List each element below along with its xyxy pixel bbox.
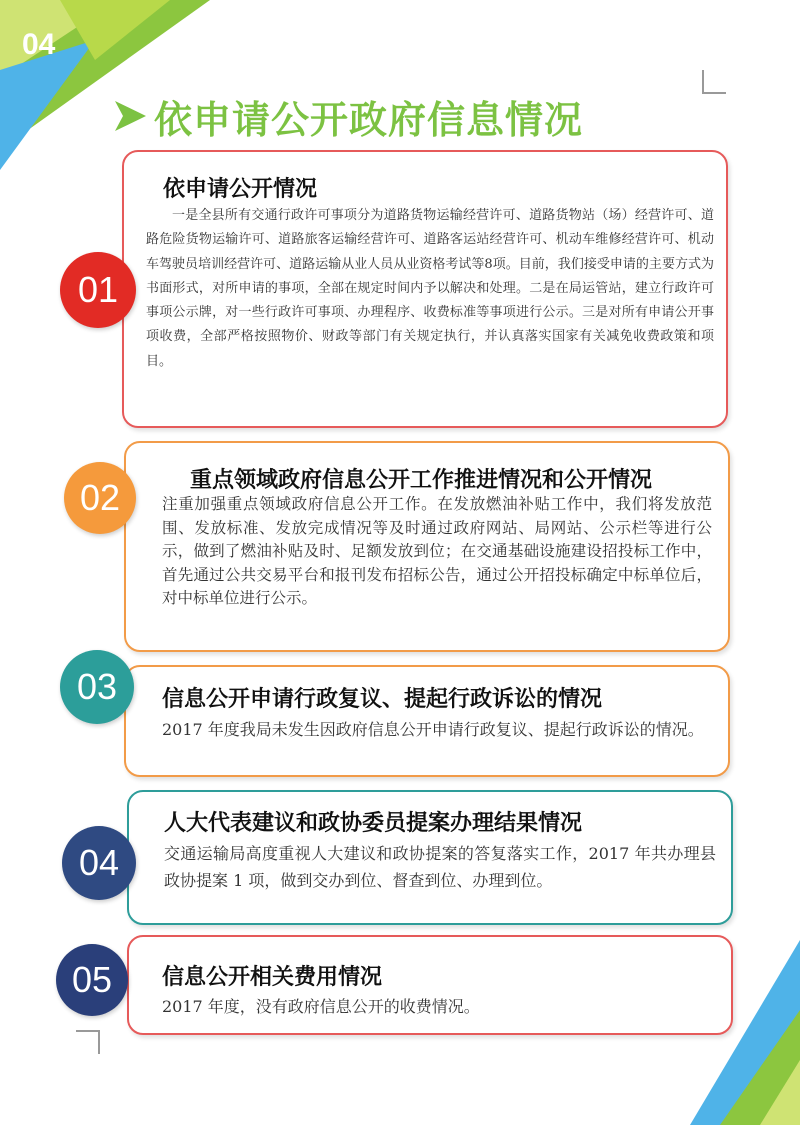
main-title-text: 依申请公开政府信息情况 [154,97,584,142]
arrow-right-icon [112,98,148,134]
section-body-04: 交通运输局高度重视人大建议和政协提案的答复落实工作，2017 年共办理县政协提案 1 项，做到交办到位、督查到位、办理到位。 [164,844,716,890]
section-title-02: 重点领域政府信息公开工作推进情况和公开情况 [190,468,653,493]
section-badge-03: 03 [60,650,134,724]
section-badge-01: 01 [60,252,136,328]
page-number: 04 [22,28,56,61]
section-title-05: 信息公开相关费用情况 [162,965,383,990]
crop-mark-top-right [702,70,726,94]
section-body-05: 2017 年度，没有政府信息公开的收费情况。 [162,997,480,1016]
section-body-02: 注重加强重点领域政府信息公开工作。在发放燃油补贴工作中，我们将发放范围、发放标准、发放完成情况等及时通过政府网站、局网站、公示栏等进行公示，做到了燃油补贴及时、足额发放到位；在交通基础设施建设招投标工作中，首先通过公共交易平台和报刊发布招标公告，通过公开招投标确定中标单位后，对中标单位进行公示。 [162,495,712,607]
section-body-01: 一是全县所有交通行政许可事项分为道路货物运输经营许可、道路货物站（场）经营许可、道路危险货物运输许可、道路旅客运输经营许可、道路客运站经营许可、机动车维修经营许可、机动车驾驶员培训经营许可、道路运输从业人员从业资格考试等8项。目前，我们接受申请的主要方式为书面形式，对所申请的事项，全部在规定时间内予以解决和处理。二是在局运管站，建立行政许可事项公示牌，对一些行政许可事项、办理程序、收费标准等事项进行公示。三是对所有申请公开事项收费，全部严格按照物价、财政等部门有关规定执行，并认真落实国家有关减免收费政策和项目。 [146,208,714,369]
crop-mark-bottom-left [76,1030,100,1054]
section-title-01: 依申请公开情况 [163,177,318,202]
section-title-04: 人大代表建议和政协委员提案办理结果情况 [164,811,583,836]
section-badge-04: 04 [62,826,136,900]
section-badge-02: 02 [64,462,136,534]
section-badge-05: 05 [56,944,128,1016]
section-body-03: 2017 年度我局未发生因政府信息公开申请行政复议、提起行政诉讼的情况。 [162,720,704,739]
section-title-03: 信息公开申请行政复议、提起行政诉讼的情况 [162,687,603,712]
main-title [112,86,583,146]
